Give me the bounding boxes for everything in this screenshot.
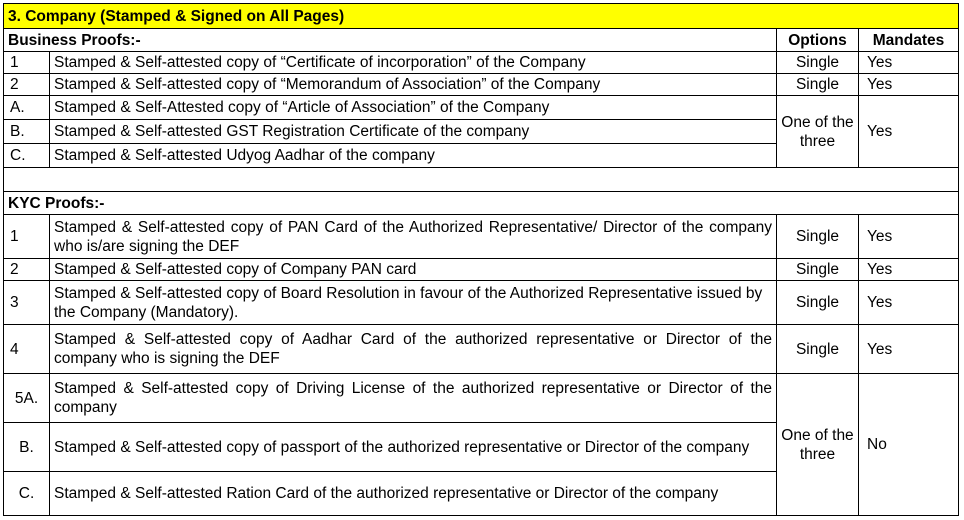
company-proofs-table bbox=[3, 3, 959, 516]
spacer-row bbox=[4, 168, 959, 192]
business-header-row bbox=[4, 29, 959, 52]
table-row bbox=[4, 281, 959, 325]
row-number: A. bbox=[4, 96, 50, 120]
row-number: 4 bbox=[4, 325, 50, 374]
row-number: 1 bbox=[4, 52, 50, 74]
row-description: Stamped & Self-Attested copy of “Article of Association” of the Company bbox=[50, 96, 777, 120]
table-row bbox=[4, 52, 959, 74]
row-description: Stamped & Self-attested copy of Aadhar Card of the authorized representative or Director of the company who is signing the DEF bbox=[50, 325, 777, 374]
table-row bbox=[4, 96, 959, 120]
row-description: Stamped & Self-attested copy of “Certificate of incorporation” of the Company bbox=[50, 52, 777, 74]
group-mandate: Yes bbox=[859, 96, 959, 168]
row-mandate: Yes bbox=[859, 52, 959, 74]
row-description: Stamped & Self-attested copy of Driving License of the authorized representative or Director of the company bbox=[50, 374, 777, 423]
table-row bbox=[4, 325, 959, 374]
row-mandate: Yes bbox=[859, 325, 959, 374]
row-number: 2 bbox=[4, 74, 50, 96]
row-mandate: Yes bbox=[859, 281, 959, 325]
options-column-header: Options bbox=[777, 29, 859, 52]
row-number: 5A. bbox=[4, 374, 50, 423]
row-option: Single bbox=[777, 325, 859, 374]
row-description: Stamped & Self-attested copy of PAN Card of the Authorized Representative/ Director of the company who is/are signing the DEF bbox=[50, 215, 777, 259]
row-number: 2 bbox=[4, 259, 50, 281]
row-mandate: Yes bbox=[859, 215, 959, 259]
spacer-cell bbox=[4, 168, 959, 192]
row-option: Single bbox=[777, 215, 859, 259]
row-description: Stamped & Self-attested copy of “Memorandum of Association” of the Company bbox=[50, 74, 777, 96]
row-number: C. bbox=[4, 472, 50, 516]
group-mandate: No bbox=[859, 374, 959, 516]
row-mandate: Yes bbox=[859, 259, 959, 281]
row-mandate: Yes bbox=[859, 74, 959, 96]
kyc-header-row bbox=[4, 192, 959, 215]
row-description: Stamped & Self-attested Udyog Aadhar of the company bbox=[50, 144, 777, 168]
business-proofs-heading: Business Proofs:- bbox=[4, 29, 777, 52]
table-row bbox=[4, 374, 959, 423]
table-row bbox=[4, 259, 959, 281]
mandates-column-header: Mandates bbox=[859, 29, 959, 52]
row-number: B. bbox=[4, 120, 50, 144]
group-option: One of the three bbox=[777, 374, 859, 516]
table-row bbox=[4, 74, 959, 96]
row-description: Stamped & Self-attested copy of Board Resolution in favour of the Authorized Representative issued by the Company (Mandatory). bbox=[50, 281, 777, 325]
row-option: Single bbox=[777, 74, 859, 96]
row-number: C. bbox=[4, 144, 50, 168]
kyc-proofs-heading: KYC Proofs:- bbox=[4, 192, 959, 215]
row-option: Single bbox=[777, 52, 859, 74]
row-number: 1 bbox=[4, 215, 50, 259]
section-title: 3. Company (Stamped & Signed on All Pages) bbox=[4, 4, 959, 29]
row-description: Stamped & Self-attested copy of passport of the authorized representative or Director of the company bbox=[50, 423, 777, 472]
row-description: Stamped & Self-attested copy of Company PAN card bbox=[50, 259, 777, 281]
section-title-row bbox=[4, 4, 959, 29]
row-number: 3 bbox=[4, 281, 50, 325]
row-option: Single bbox=[777, 281, 859, 325]
table-row bbox=[4, 215, 959, 259]
row-description: Stamped & Self-attested Ration Card of the authorized representative or Director of the company bbox=[50, 472, 777, 516]
group-option: One of the three bbox=[777, 96, 859, 168]
row-number: B. bbox=[4, 423, 50, 472]
row-option: Single bbox=[777, 259, 859, 281]
row-description: Stamped & Self-attested GST Registration Certificate of the company bbox=[50, 120, 777, 144]
